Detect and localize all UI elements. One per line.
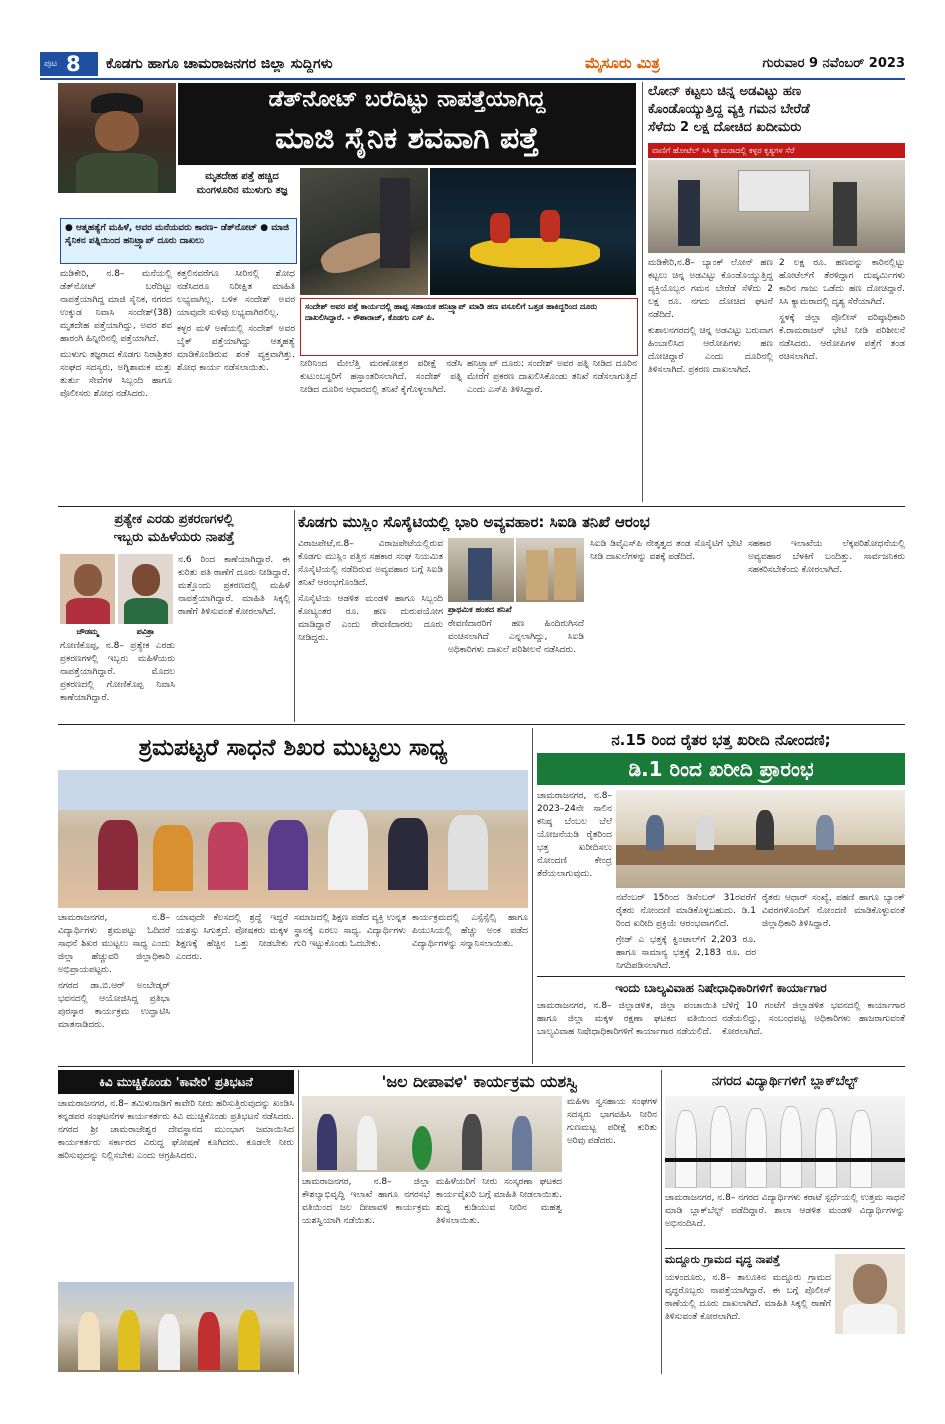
lead-col-4 xyxy=(467,358,637,498)
women-col-1 xyxy=(60,640,175,720)
loan-headline-1: ಲೋನ್ ಕಟ್ಟಲು ಚಿನ್ನ ಅಡವಿಟ್ಟು ಹಣ xyxy=(648,84,802,99)
farmer-col-2 xyxy=(616,892,756,970)
muslim-caption: ಪ್ರಾಥಮಿಕ ಹಂತದ ತನಿಖೆ xyxy=(448,605,512,614)
muslim-col-3 xyxy=(590,538,742,720)
lead-caption-box xyxy=(300,298,638,356)
loan-strap: ವಾಣಿಗೆ ಹೋಟೆಲ್ ಸಿಸಿ ಕ್ಯಾಮರಾದಲ್ಲಿ ಕಳ್ಳರ ಕೃತ್ಯಗಳ ಸೆರೆ xyxy=(652,146,795,155)
jala-col-2 xyxy=(436,1176,562,1372)
lead-bullet-box xyxy=(60,218,297,264)
farmer-body-4: ರೈತರು ಆಧಾರ್ ಸಂಖ್ಯೆ, ಪಹಣಿ ಹಾಗೂ ಬ್ಯಾಂಕ್ ವಿವರಗಳೊಂದಿಗೆ ನೋಂದಣಿ ಮಾಡಿಕೊಳ್ಳುವಂತೆ ಜಿಲ್ಲಾಧಿಕಾರಿ ತಿಳಿಸಿದ್ದಾರೆ. xyxy=(762,893,905,929)
elder-photo xyxy=(835,1254,905,1334)
loan-body-1: ಮಡಿಕೇರಿ,ನ.8– ಬ್ಯಾಂಕ್ ಲೋನ್ ಹಣ ಕಟ್ಟಲು ಚಿನ್ನ ಅಡವಿಟ್ಟು ಕೊಂಡೊಯ್ಯುತ್ತಿದ್ದ ವ್ಯಕ್ತಿಯೊಬ್ಬರ ಗಮನ ಬೇರೆಡೆ ಸೆಳೆದು 2 ಲಕ್ಷ ರೂ. ನಗದು ದೋಚಿದ ಘಟನೆ ನಡೆದಿದೆ. xyxy=(648,258,773,320)
muslim-body-1: ವಿರಾಜಪೇಟೆ,ನ.8– ವಿರಾಜಪೇಟೆಯಲ್ಲಿರುವ ಕೊಡಗು ಮುಸ್ಲಿಂ ಪತ್ತಿನ ಸಹಕಾರ ಸಂಘ ನಿಯಮಿತ ಸೊಸೈಟಿಯಲ್ಲಿ ನಡೆದಿರುವ ಅವ್ಯವಹಾರ ಬಗ್ಗೆ ಸಿಐಡಿ ತನಿಖೆ ಆರಂಭಗೊಂಡಿದೆ. xyxy=(298,539,443,588)
child-headline: ಇಂದು ಬಾಲ್ಯವಿವಾಹ ನಿಷೇಧಾಧಿಕಾರಿಗಳಿಗೆ ಕಾರ್ಯಾಗಾರ xyxy=(615,981,827,995)
soldier-portrait xyxy=(58,83,176,193)
shrama-col-1 xyxy=(58,912,170,1062)
rescue-photo-right xyxy=(430,168,636,295)
loan-body-2: 2 ಲಕ್ಷ ರೂ. ಹಣವನ್ನು ಕಾರಿನಲ್ಲಿಟ್ಟು ಹೋಟೆಲ್‌ಗೆ ತೆರಳಿದ್ದಾಗ ದುಷ್ಕರ್ಮಿಗಳು ಕಾರಿನ ಗಾಜು ಒಡೆದು ಹಣ ದೋಚಿದ್ದಾರೆ. ಸಿಸಿ ಕ್ಯಾಮರಾದಲ್ಲಿ ದೃಶ್ಯ ಸೆರೆಯಾಗಿದೆ. xyxy=(779,258,905,307)
elder-body: ಯಳಂದೂರು, ನ.8– ತಾಲೂಕಿನ ಮದ್ದೂರು ಗ್ರಾಮದ ವೃದ್ಧರೊಬ್ಬರು ನಾಪತ್ತೆಯಾಗಿದ್ದಾರೆ. ಈ ಬಗ್ಗೆ ಪೊಲೀಸ್ ಠಾಣೆಯಲ್ಲಿ ದೂರು ದಾಖಲಾಗಿದೆ. ಮಾಹಿತಿ ಸಿಕ್ಕಲ್ಲಿ ಠಾಣೆಗೆ ತಿಳಿಸುವಂತೆ ಕೋರಲಾಗಿದೆ. xyxy=(665,1273,831,1322)
divider-row-3 xyxy=(58,1066,905,1067)
shrama-body-5: ಕಾರ್ಯಕ್ರಮದಲ್ಲಿ ಎಸ್ಸೆಸ್ಸೆಲ್ಸಿ ಹಾಗೂ ಪಿಯುಸಿಯಲ್ಲಿ ಹೆಚ್ಚು ಅಂಕ ಪಡೆದ ವಿದ್ಯಾರ್ಥಿಗಳನ್ನು ಸನ್ಮಾನಿಸಲಾಯಿತು. xyxy=(412,913,528,949)
blazer-photo xyxy=(665,1096,905,1188)
farmer-body-2: ನವೆಂಬರ್ 15ರಿಂದ ಡಿಸೆಂಬರ್ 31ರವರೆಗೆ ರೈತರು ನೋಂದಣಿ ಮಾಡಿಕೊಳ್ಳಬಹುದು. ಡಿ.1 ರಿಂದ ಖರೀದಿ ಪ್ರಕ್ರಿಯೆ ಆರಂಭವಾಗಲಿದೆ. xyxy=(616,893,756,929)
women-col-2 xyxy=(178,554,290,720)
muslim-col-2 xyxy=(448,618,584,720)
lead-bullet: ● ಆತ್ಮಹತ್ಯೆಗೆ ಮಹಿಳೆ, ಅವರ ಮನೆಯವರು ಕಾರಣ– ಡೆತ್‌ನೋಟ್ ● ಮಾಜಿ ಸೈನಿಕನ ಪತ್ನಿಯಿಂದ ಹನಿಟ್ರ್ಯಾಪ್ ದೂರು ದಾಖಲು xyxy=(65,223,290,246)
page-number-box xyxy=(40,52,98,76)
farmer-sub: ಡಿ.1 ರಿಂದ ಖರೀದಿ ಪ್ರಾರಂಭ xyxy=(628,757,814,781)
women-headline xyxy=(58,511,290,547)
jala-col-3 xyxy=(567,1096,657,1372)
lead-photo-caption: ಸಂದೇಶ್ ಅವರ ಪತ್ತೆ ಕಾರ್ಯದಲ್ಲಿ ಹಾಪ್ಪ ಸಹಾಯಕ ಹನಿಟ್ರ್ಯಾಪ್ ಮಾಡಿ ಹಣ ವಸೂಲಿಗೆ ಒತ್ತಡ ಹಾಕಿದ್ದರಿಂದ ದೂರು ದಾಖಲಿಸಿದ್ದಾರೆ. - ಕೌಶಾರಾಜ್, ಕೊಡಗು ಎಸ್ ಪಿ. xyxy=(305,302,598,322)
farmer-body-1: ಚಾಮರಾಜನಗರ, ನ.8– 2023–24ನೇ ಸಾಲಿನ ಕನಿಷ್ಠ ಬೆಂಬಲ ಬೆಲೆ ಯೋಜನೆಯಡಿ ರೈತರಿಂದ ಭತ್ತ ಖರೀದಿಸಲು ನೋಂದಣಿ ಕೇಂದ್ರ ತೆರೆಯಲಾಗುವುದು. xyxy=(537,791,612,879)
woman-name-1: ಚೌಡಮ್ಮ xyxy=(76,627,99,636)
farmer-col-1 xyxy=(537,790,612,970)
farmer-col-3 xyxy=(762,892,905,970)
loan-headline-2: ಕೊಂಡೊಯ್ಯುತ್ತಿದ್ದ ವ್ಯಕ್ತಿ ಗಮನ ಬೇರೆಡೆ xyxy=(648,102,810,117)
lead-body-6: ಹನಿಟ್ರ್ಯಾಪ್ ದೂರು: ಸಂದೇಶ್ ಅವರ ಪತ್ನಿ ನೀಡಿದ ದೂರಿನ ಮೇರೆಗೆ ಪ್ರಕರಣ ದಾಖಲಿಸಿಕೊಂಡು ತನಿಖೆ ನಡೆಸಲಾಗುತ್ತಿದೆ ಎಂದು ಎಸ್‌ಪಿ ತಿಳಿಸಿದ್ದಾರೆ. xyxy=(467,359,637,395)
jala-body-1: ಚಾಮರಾಜನಗರ, ನ.8– ಜಿಲ್ಲಾ ಕೌಶಲ್ಯಾಭಿವೃದ್ಧಿ ಇಲಾಖೆ ಹಾಗೂ ನಗರಸಭೆ ವತಿಯಿಂದ ಜಲ ದೀಪಾವಳಿ ಕಾರ್ಯಕ್ರಮ ಯಶಸ್ವಿಯಾಗಿ ನಡೆಯಿತು. xyxy=(302,1177,430,1226)
divider-kaveri xyxy=(298,1070,299,1374)
shrama-headline: ಶ್ರಮಪಟ್ಟರೆ ಸಾಧನೆ ಶಿಖರ ಮುಟ್ಟಲು ಸಾಧ್ಯ xyxy=(138,735,448,761)
muslim-col-4 xyxy=(748,538,905,720)
lead-body-4: ಕಳ್ಳರ ಮಳೆ ಅಣೆಯಲ್ಲಿ ಸಂದೇಶ್ ಅವರ ಬೈಕ್ ಪತ್ತೆಯಾಗಿದ್ದು ಆತ್ಮಹತ್ಯೆ ಮಾಡಿಕೊಂಡಿರುವ ಶಂಕೆ ವ್ಯಕ್ತವಾಗಿತ್ತು. ಶೋಧ ಕಾರ್ಯ ನಡೆಸಲಾಯಿತು. xyxy=(177,324,295,373)
issue-date: ಗುರುವಾರ 9 ನವೆಂಬರ್ 2023 xyxy=(762,56,905,71)
women-headline-1: ಪ್ರತ್ಯೇಕ ಎರಡು ಪ್ರಕರಣಗಳಲ್ಲಿ xyxy=(114,512,234,527)
divider-elder xyxy=(665,1248,905,1249)
loan-col-1 xyxy=(648,257,773,502)
loan-col-2 xyxy=(779,257,905,502)
divider-row-2 xyxy=(58,724,905,725)
divider-child xyxy=(537,976,905,977)
shrama-body-3: ಯಾವುದೇ ಕೆಲಸದಲ್ಲಿ ಶ್ರದ್ಧೆ ಇದ್ದರೆ ಯಶಸ್ಸು ಸಿಗುತ್ತದೆ. ಪೋಷಕರು ಮಕ್ಕಳ ಶಿಕ್ಷಣಕ್ಕೆ ಹೆಚ್ಚಿನ ಒತ್ತು ನೀಡಬೇಕು ಎಂದರು. xyxy=(176,913,288,962)
farmer-body-3: ಗ್ರೇಡ್ ಎ ಭತ್ತಕ್ಕೆ ಕ್ವಿಂಟಾಲ್‌ಗೆ 2,203 ರೂ. ಹಾಗೂ ಸಾಮಾನ್ಯ ಭತ್ತಕ್ಕೆ 2,183 ರೂ. ದರ ನಿಗದಿಪಡಿಸಲಾಗಿದೆ. xyxy=(616,935,756,970)
woman-photo-1 xyxy=(60,554,115,624)
woman-name-2: ಪವಿತ್ರಾ xyxy=(136,627,155,636)
child-body-1: ಚಾಮರಾಜನಗರ, ನ.8– ಜಿಲ್ಲಾಡಳಿತ, ಜಿಲ್ಲಾ ಪಂಚಾಯಿತಿ ಹಾಗೂ ಜಿಲ್ಲಾ ಮಕ್ಕಳ ರಕ್ಷಣಾ ಘಟಕದ ವತಿಯಿಂದ ಬಾಲ್ಯವಿವಾಹ ನಿಷೇಧಾಧಿಕಾರಿಗಳಿಗೆ ಕಾರ್ಯಾಗಾರ ನಡೆಯಲಿದೆ. xyxy=(537,1001,717,1037)
shrama-photo xyxy=(58,770,528,908)
lead-body-1: ಮಡಿಕೇರಿ, ನ.8– ಮನೆಯಲ್ಲಿ ಡೆತ್‌ನೋಟ್ ಬರೆದಿಟ್ಟು ನಾಪತ್ತೆಯಾಗಿದ್ದ ಮಾಜಿ ಸೈನಿಕ, ನಗರದ ಉಕ್ಕುಡ ನಿವಾಸಿ ಸಂದೇಶ್(38) ಮೃತದೇಹ ಪತ್ತೆಯಾಗಿದ್ದು, ಅವರ ಶವ ಹಾರಂಗಿ ಹಿನ್ನೀರಿನಲ್ಲಿ ಪತ್ತೆಯಾಗಿದೆ. xyxy=(60,269,172,344)
kaveri-body: ಚಾಮರಾಜನಗರ, ನ.8– ತಮಿಳುನಾಡಿಗೆ ಕಾವೇರಿ ನೀರು ಹರಿಸುತ್ತಿರುವುದನ್ನು ಖಂಡಿಸಿ ಕನ್ನಡಪರ ಸಂಘಟನೆಗಳ ಕಾರ್ಯಕರ್ತರು ಕಿವಿ ಮುಚ್ಚಿಕೊಂಡು ಪ್ರತಿಭಟನೆ ನಡೆಸಿದರು. ನಗರದ ಶ್ರೀ ಚಾಮರಾಜೇಶ್ವರ ದೇವಸ್ಥಾನದ ಮುಂಭಾಗ ಜಮಾಯಿಸಿದ ಕಾರ್ಯಕರ್ತರು ಸರ್ಕಾರದ ವಿರುದ್ಧ ಘೋಷಣೆ ಕೂಗಿದರು. ಕೂಡಲೇ ನೀರು ಹರಿಸುವುದನ್ನು ನಿಲ್ಲಿಸಬೇಕು ಎಂದು ಆಗ್ರಹಿಸಿದರು. xyxy=(58,1099,294,1161)
jala-body-3: ಮಹಿಳಾ ಸ್ವಸಹಾಯ ಸಂಘಗಳ ಸದಸ್ಯರು ಭಾಗವಹಿಸಿ ನೀರಿನ ಗುಣಮಟ್ಟ ಪರೀಕ್ಷೆ ಕುರಿತು ಅರಿವು ಪಡೆದರು. xyxy=(567,1097,657,1146)
woman-photo-2 xyxy=(118,554,173,624)
jala-headline: 'ಜಲ ದೀಪಾವಳಿ' ಕಾರ್ಯಕ್ರಮ ಯಶಸ್ವಿ xyxy=(381,1072,578,1091)
elder-headline: ಮದ್ದೂರು ಗ್ರಾಮದ ವೃದ್ಧ ನಾಪತ್ತೆ xyxy=(665,1253,780,1266)
shrama-body-4: ಸಮಾಜದಲ್ಲಿ ಶಿಕ್ಷಣ ಪಡೆದ ವ್ಯಕ್ತಿ ಉನ್ನತ ಸ್ಥಾನಕ್ಕೆ ಏರಲು ಸಾಧ್ಯ. ವಿದ್ಯಾರ್ಥಿಗಳು ಗುರಿ ಇಟ್ಟುಕೊಂಡು ಓದಬೇಕು. xyxy=(294,913,406,949)
shrama-body-2: ನಗರದ ಡಾ.ಬಿ.ಆರ್ ಅಂಬೇಡ್ಕರ್ ಭವನದಲ್ಲಿ ಆಯೋಜಿಸಿದ್ದ ಪ್ರತಿಭಾ ಪುರಸ್ಕಾರ ಕಾರ್ಯಕ್ರಮ ಉದ್ಘಾಟಿಸಿ ಮಾತನಾಡಿದರು. xyxy=(58,981,170,1030)
loan-headline xyxy=(648,83,905,137)
divider-lead-right xyxy=(642,82,643,502)
loan-headline-3: ಸೆಳೆದು 2 ಲಕ್ಷ ದೋಚಿದ ಖದೀಮರು xyxy=(648,120,802,135)
blazer-body: ಚಾಮರಾಜನಗರ, ನ.8– ನಗರದ ವಿದ್ಯಾರ್ಥಿಗಳು ಕರಾಟೆ ಸ್ಪರ್ಧೆಯಲ್ಲಿ ಉತ್ತಮ ಸಾಧನೆ ಮಾಡಿ ಬ್ಲಾಕ್‌ಬೆಲ್ಟ್ ಪಡೆದಿದ್ದಾರೆ. ಶಾಲಾ ಆಡಳಿತ ಮಂಡಳಿ ವಿದ್ಯಾರ್ಥಿಗಳನ್ನು ಅಭಿನಂದಿಸಿದೆ. xyxy=(665,1193,905,1229)
paper-name: ಮೈಸೂರು ಮಿತ್ರ xyxy=(585,54,660,72)
page-prefix: ಪುಟ xyxy=(44,59,58,69)
lead-headline-box xyxy=(178,83,636,165)
section-title: ಕೊಡಗು ಹಾಗೂ ಚಾಮರಾಜನಗರ ಜಿಲ್ಲಾ ಸುದ್ದಿಗಳು xyxy=(106,56,333,72)
muslim-headline: ಕೊಡಗು ಮುಸ್ಲಿಂ ಸೊಸೈಟಿಯಲ್ಲಿ ಭಾರಿ ಅವ್ಯವಹಾರ: ಸಿಐಡಿ ತನಿಖೆ ಆರಂಭ xyxy=(298,513,650,531)
lead-col-2 xyxy=(177,268,295,498)
jala-col-1 xyxy=(302,1176,430,1372)
child-body-2: ಬೆಳಿಗ್ಗೆ 10 ಗಂಟೆಗೆ ಜಿಲ್ಲಾಡಳಿತ ಭವನದಲ್ಲಿ ಕಾರ್ಯಾಗಾರ ನಡೆಯಲಿದ್ದು, ಸಂಬಂಧಪಟ್ಟ ಅಧಿಕಾರಿಗಳು ಹಾಜರಾಗುವಂತೆ ಕೋರಲಾಗಿದೆ. xyxy=(722,1001,905,1037)
farmer-headline: ನ.15 ರಿಂದ ರೈತರ ಭತ್ತ ಖರೀದಿ ನೋಂದಣಿ; xyxy=(611,731,831,749)
farmer-photo xyxy=(616,790,905,888)
muslim-body-5: ಸಹಕಾರ ಇಲಾಖೆಯ ಲೆಕ್ಕಪರಿಶೋಧನೆಯಲ್ಲಿ ಅವ್ಯವಹಾರ ಬೆಳಕಿಗೆ ಬಂದಿತ್ತು. ಸಾರ್ವಜನಿಕರು ಸಹಕರಿಸಬೇಕೆಂದು ಕೋರಲಾಗಿದೆ. xyxy=(748,539,905,575)
lead-headline-2: ಮಾಜಿ ಸೈನಿಕ ಶವವಾಗಿ ಪತ್ತೆ xyxy=(275,121,539,156)
lead-headline-1: ಡೆತ್‌ನೋಟ್ ಬರೆದಿಟ್ಟು ನಾಪತ್ತೆಯಾಗಿದ್ದ xyxy=(268,87,546,112)
women-body-2: ನ.6 ರಿಂದ ಕಾಣೆಯಾಗಿದ್ದಾರೆ. ಈ ಕುರಿತು ಪತಿ ಠಾಣೆಗೆ ದೂರು ನೀಡಿದ್ದಾರೆ. ಮತ್ತೊಂದು ಪ್ರಕರಣದಲ್ಲಿ ಮಹಿಳೆ ನಾಪತ್ತೆಯಾಗಿದ್ದಾರೆ. ಮಾಹಿತಿ ಸಿಕ್ಕಲ್ಲಿ ಠಾಣೆಗೆ ತಿಳಿಸುವಂತೆ ಕೋರಲಾಗಿದೆ. xyxy=(178,555,290,617)
loan-photo xyxy=(648,160,905,253)
divider-women xyxy=(294,510,295,722)
muslim-photo-2 xyxy=(516,538,584,602)
elder-col xyxy=(665,1272,831,1372)
divider-shrama xyxy=(532,728,533,1064)
jala-photo xyxy=(302,1096,562,1172)
muslim-body-3: ಠೇವಣಿದಾರರಿಗೆ ಹಣ ಹಿಂದಿರುಗಿಸದೆ ವಂಚಿಸಲಾಗಿದೆ ಎನ್ನಲಾಗಿದ್ದು, ಸಿಐಡಿ ಅಧಿಕಾರಿಗಳು ದಾಖಲೆ ಪರಿಶೀಲನೆ ನಡೆಸಿದರು. xyxy=(448,619,584,655)
rescue-photo-left xyxy=(300,168,428,295)
child-col-2 xyxy=(722,1000,905,1062)
divider-jala xyxy=(661,1070,662,1374)
shrama-col-2 xyxy=(176,912,288,1062)
kaveri-headline-box xyxy=(58,1070,294,1094)
divider-row-1 xyxy=(58,506,905,507)
muslim-col-1 xyxy=(298,538,443,720)
loan-body-4: ಸ್ಥಳಕ್ಕೆ ಜಿಲ್ಲಾ ಪೊಲೀಸ್ ವರಿಷ್ಠಾಧಿಕಾರಿ ಕೆ.ರಾಮರಾಜನ್ ಭೇಟಿ ನೀಡಿ ಪರಿಶೀಲನೆ ನಡೆಸಿದರು. ಆರೋಪಿಗಳ ಪತ್ತೆಗೆ ತಂಡ ರಚಿಸಲಾಗಿದೆ. xyxy=(779,313,905,362)
shrama-col-3 xyxy=(294,912,406,1062)
jala-body-2: ಮಹಿಳೆಯರಿಗೆ ನೀರು ಸಂಸ್ಕರಣಾ ಘಟಕದ ಕಾರ್ಯವೈಖರಿ ಬಗ್ಗೆ ಮಾಹಿತಿ ನೀಡಲಾಯಿತು. ಶುದ್ಧ ಕುಡಿಯುವ ನೀರಿನ ಮಹತ್ವ ತಿಳಿಸಲಾಯಿತು. xyxy=(436,1177,562,1226)
loan-strap-box xyxy=(648,143,905,158)
kaveri-photo xyxy=(58,1282,294,1372)
blazer-headline: ನಗರದ ವಿದ್ಯಾರ್ಥಿಗಳಿಗೆ ಬ್ಲಾಕ್‌ಬೆಲ್ಟ್ xyxy=(711,1074,859,1089)
blazer-col xyxy=(665,1192,905,1244)
kaveri-col xyxy=(58,1098,294,1278)
lead-col-3 xyxy=(300,358,462,498)
lead-body-5: ನೀರಿನಿಂದ ಮೇಲೆತ್ತಿ ಮರಣೋತ್ತರ ಪರೀಕ್ಷೆ ನಡೆಸಿ ಕುಟುಂಬಸ್ಥರಿಗೆ ಹಸ್ತಾಂತರಿಸಲಾಗಿದೆ. ಸಂದೇಶ್ ಪತ್ನಿ ನೀಡಿದ ದೂರಿನ ಆಧಾರದಲ್ಲಿ ತನಿಖೆ ಕೈಗೊಳ್ಳಲಾಗಿದೆ. xyxy=(300,359,462,395)
kaveri-headline: ಕಿವಿ ಮುಚ್ಚಿಕೊಂಡು 'ಕಾವೇರಿ' ಪ್ರತಿಭಟನೆ xyxy=(99,1075,253,1089)
loan-body-3: ಕುಶಾಲನಗರದಲ್ಲಿ ಚಿನ್ನ ಅಡವಿಟ್ಟು ಬರುವಾಗ ಹಿಂಬಾಲಿಸಿದ ಆರೋಪಿಗಳು ಹಣ ದೋಚಿದ್ದಾರೆ ಎಂದು ದೂರಿನಲ್ಲಿ ತಿಳಿಸಲಾಗಿದೆ. ಪ್ರಕರಣ ದಾಖಲಾಗಿದೆ. xyxy=(648,326,773,375)
women-headline-2: ಇಬ್ಬರು ಮಹಿಳೆಯರು ನಾಪತ್ತೆ xyxy=(113,530,235,545)
muslim-body-2: ಸೊಸೈಟಿಯ ಆಡಳಿತ ಮಂಡಳಿ ಹಾಗೂ ಸಿಬ್ಬಂದಿ ಕೋಟ್ಯಂತರ ರೂ. ಹಣ ದುರುಪಯೋಗ ಮಾಡಿದ್ದಾರೆ ಎಂದು ಠೇವಣಿದಾರರು ದೂರು ನೀಡಿದ್ದರು. xyxy=(298,594,443,643)
lead-col-1 xyxy=(60,268,172,498)
masthead xyxy=(40,52,905,80)
shrama-col-4 xyxy=(412,912,528,1062)
farmer-sub-box xyxy=(537,753,905,785)
lead-body-2: ಮುಳುಗು ತಜ್ಞರಾದ ಕೊಡಗು ನಿರಾಶ್ರಿತರ ಸಂಘದ ಸದಸ್ಯರು, ಅಗ್ನಿಶಾಮಕ ಮತ್ತು ತುರ್ತು ಸೇವೆಗಳ ಸಿಬ್ಬಂದಿ ಹಾಗೂ ಪೊಲೀಸರು ಶೋಧ ನಡೆಸಿದರು. xyxy=(60,350,172,399)
lead-sub: ಮೃತದೇಹ ಪತ್ತೆ ಹಚ್ಚಿದ ಮಂಗಳೂರಿನ ಮುಳುಗು ತಜ್ಞ xyxy=(196,171,288,196)
women-body-1: ಗೋಣಿಕೊಪ್ಪ, ನ.8– ಪ್ರತ್ಯೇಕ ಎರಡು ಪ್ರಕರಣಗಳಲ್ಲಿ ಇಬ್ಬರು ಮಹಿಳೆಯರು ನಾಪತ್ತೆಯಾಗಿದ್ದಾರೆ. ಮೊದಲ ಪ್ರಕರಣದಲ್ಲಿ ಗೋಣಿಕೊಪ್ಪ ನಿವಾಸಿ ಕಾಣೆಯಾಗಿದ್ದಾರೆ. xyxy=(60,641,175,703)
page-number: 8 xyxy=(66,52,81,76)
child-col-1 xyxy=(537,1000,717,1062)
shrama-body-1: ಚಾಮರಾಜನಗರ, ನ.8– ವಿದ್ಯಾರ್ಥಿಗಳು ಶ್ರಮಪಟ್ಟು ಓದಿದರೆ ಸಾಧನೆ ಶಿಖರ ಮುಟ್ಟಲು ಸಾಧ್ಯ ಎಂದು ಜಿಲ್ಲಾ ಹೆಚ್ಚುವರಿ ಜಿಲ್ಲಾಧಿಕಾರಿ ಅಭಿಪ್ರಾಯಪಟ್ಟರು. xyxy=(58,913,170,975)
muslim-photo-1 xyxy=(448,538,514,602)
muslim-body-4: ಸಿಐಡಿ ಡಿವೈಎಸ್‌ಪಿ ನೇತೃತ್ವದ ತಂಡ ಸೊಸೈಟಿಗೆ ಭೇಟಿ ನೀಡಿ ದಾಖಲೆಗಳನ್ನು ವಶಕ್ಕೆ ಪಡೆದಿದೆ. xyxy=(590,539,742,562)
lead-body-3: ಕತ್ತಲಿನವರೆಗೂ ಸೀರಿನಲ್ಲಿ ಶೋಧ ನಡೆಸಿದರೂ ನಿರೀಕ್ಷಿತ ಮಾಹಿತಿ ಲಭ್ಯವಾಗಿಲ್ಲ. ಬಳಿಕ ಸಂದೇಶ್ ಅವರ ಯಾವುದೇ ಸುಳಿವು ಲಭ್ಯವಾಗಿರಲಿಲ್ಲ. xyxy=(177,269,295,318)
